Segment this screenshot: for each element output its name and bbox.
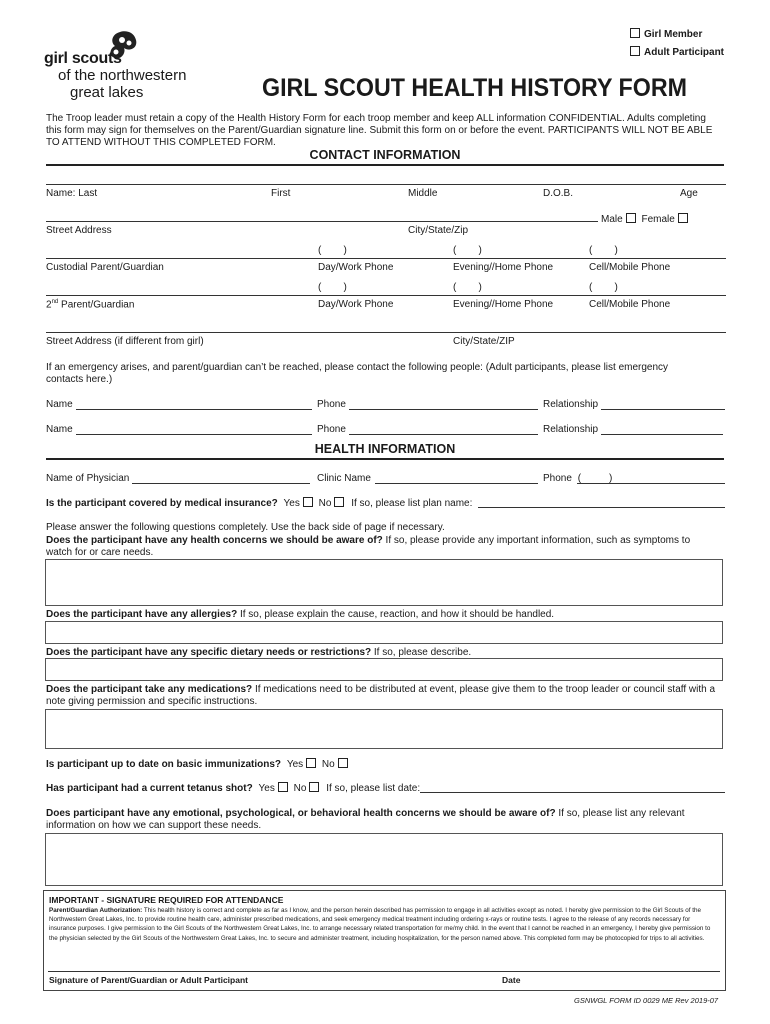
logo-name: girl scouts	[44, 50, 122, 67]
clinic-label: Clinic Name	[317, 473, 371, 484]
day-phone-label: Day/Work Phone	[318, 262, 394, 273]
medications-textarea[interactable]	[45, 709, 723, 749]
age-label: Age	[680, 188, 698, 199]
emergency-name-input-1[interactable]	[76, 409, 312, 410]
contact-header-rule	[46, 164, 724, 166]
cell-phone-label: Cell/Mobile Phone	[589, 262, 671, 273]
intro-text: The Troop leader must retain a copy of the Health History Form for each troop member and keep ALL information CONFIDENTIAL. Adults completing this form may sign for themselves on the Parent/Guardian signature line. Submit this form on or before the event. PARTICIPANTS WILL NOT BE ABLE TO ATTEND WITHOUT THIS COMPLETED FORM.	[46, 113, 713, 148]
page-title: GIRL SCOUT HEALTH HISTORY FORM	[262, 74, 687, 102]
cell-phone-paren-2: ( )	[589, 282, 618, 293]
signature-label: Signature of Parent/Guardian or Adult Participant	[49, 975, 248, 985]
adult-participant-option: Adult Participant	[630, 46, 724, 58]
male-checkbox[interactable]	[626, 213, 636, 223]
second-guardian-label: 2nd Parent/Guardian	[46, 299, 135, 311]
answer-instructions: Please answer the following questions completely. Use the back side of page if necessary.	[46, 522, 445, 533]
immunizations-row: Is participant up to date on basic immunizations? Yes No	[46, 758, 348, 770]
emergency-rel-input-1[interactable]	[601, 409, 725, 410]
name-last-label: Name: Last	[46, 188, 98, 199]
street-label: Street Address	[46, 225, 112, 236]
physician-label: Name of Physician	[46, 473, 130, 484]
adult-participant-checkbox[interactable]	[630, 46, 640, 56]
city-label: City/State/Zip	[408, 225, 469, 236]
insurance-yes-checkbox[interactable]	[303, 497, 313, 507]
name-line[interactable]	[46, 184, 726, 185]
middle-name-label: Middle	[408, 188, 438, 199]
allergies-textarea[interactable]	[45, 621, 723, 644]
girl-member-option: Girl Member	[630, 28, 702, 40]
girl-member-checkbox[interactable]	[630, 28, 640, 38]
female-checkbox[interactable]	[678, 213, 688, 223]
health-header-rule	[46, 458, 724, 460]
emergency-phone-input-1[interactable]	[349, 409, 538, 410]
emergency-text: If an emergency arises, and parent/guardian can’t be reached, please contact the following people: (Adult participants, please list emergency contacts here.)	[46, 362, 669, 385]
emergency-phone-label-1: Phone	[317, 399, 346, 410]
tetanus-yes-checkbox[interactable]	[278, 782, 288, 792]
signature-important-label: IMPORTANT - SIGNATURE REQUIRED FOR ATTENDANCE	[49, 895, 284, 905]
first-name-label: First	[271, 188, 291, 199]
tetanus-row: Has participant had a current tetanus shot? Yes No If so, please list date:	[46, 783, 421, 794]
custodial-label: Custodial Parent/Guardian	[46, 262, 164, 273]
concerns-question: Does the participant have any health concerns we should be aware of? If so, please provide any important information, such as symptoms to watch for or care needs.	[46, 535, 691, 558]
cell-phone-label-2: Cell/Mobile Phone	[589, 299, 671, 310]
signature-section	[43, 890, 726, 991]
emotional-textarea[interactable]	[45, 833, 723, 886]
evening-phone-paren-2: ( )	[453, 282, 482, 293]
emergency-name-input-2[interactable]	[76, 434, 312, 435]
form-id-footer: GSNWGL FORM ID 0029 ME Rev 2019-07	[574, 996, 719, 1005]
tetanus-no-checkbox[interactable]	[309, 782, 319, 792]
dob-label: D.O.B.	[543, 188, 574, 199]
street-diff-label: Street Address (if different from girl)	[46, 336, 204, 347]
tetanus-date-input[interactable]	[420, 792, 725, 793]
second-guardian-line[interactable]	[46, 295, 726, 296]
allergies-question: Does the participant have any allergies? If so, please explain the cause, reaction, and how it should be handled.	[46, 609, 555, 620]
city-diff-label: City/State/ZIP	[453, 336, 515, 347]
health-section-header: HEALTH INFORMATION	[314, 442, 456, 456]
street-line[interactable]	[46, 221, 598, 222]
emergency-rel-label-2: Relationship	[543, 424, 599, 435]
signature-line[interactable]	[48, 971, 720, 972]
diet-question: Does the participant have any specific dietary needs or restrictions? If so, please describe.	[46, 647, 472, 658]
evening-phone-paren: ( )	[453, 245, 482, 256]
emergency-name-label-1: Name	[46, 399, 73, 410]
physician-input[interactable]	[132, 483, 310, 484]
emergency-rel-input-2[interactable]	[601, 434, 723, 435]
health-concerns-textarea[interactable]	[45, 559, 723, 606]
gender-options: Male Female	[601, 213, 688, 225]
cell-phone-paren: ( )	[589, 245, 618, 256]
physician-phone-label: Phone ( )	[543, 473, 613, 484]
day-phone-paren: ( )	[318, 245, 347, 256]
insurance-row: Is the participant covered by medical insurance? Yes No If so, please list plan name:	[46, 498, 473, 509]
physician-phone-input[interactable]	[577, 483, 725, 484]
logo-line3: great lakes	[70, 84, 144, 101]
authorization-text: Parent/Guardian Authorization: This health history is correct and complete as far as I know, and the person herein described has permission to engage in all activities except as noted. I hereby give permission to the Girl Scouts of the Northwestern Great Lakes, Inc. to provide routine health care, administer prescribed medications, and seek emergency medical treatment including ordering x-rays or routine tests. I agree to the release of any records necessary for insurance purposes. I give permission to the Girl Scouts of the Northwestern Great Lakes, Inc. to arrange necessary related transportation for me/my child. In the event that I cannot be reached in an emergency, I hereby give permission to the physician selected by the Girl Scouts of the Northwestern Great Lakes, Inc. to secure and administer treatment, including hospitalization, for the person named above. This completed form may be photocopied for trips to all activities.	[49, 907, 711, 942]
medications-question: Does the participant take any medications? If medications need to be distributed at event, please give them to the troop leader or council staff with a note giving permission and specific instructions.	[46, 684, 716, 707]
insurance-no-checkbox[interactable]	[334, 497, 344, 507]
custodial-line[interactable]	[46, 258, 726, 259]
evening-phone-label: Evening//Home Phone	[453, 262, 554, 273]
street-diff-line[interactable]	[46, 332, 726, 333]
clinic-input[interactable]	[375, 483, 538, 484]
insurance-plan-input[interactable]	[478, 507, 725, 508]
day-phone-label-2: Day/Work Phone	[318, 299, 394, 310]
logo-line2: of the northwestern	[58, 67, 187, 84]
contact-section-header: CONTACT INFORMATION	[309, 148, 461, 162]
date-label: Date	[502, 975, 521, 985]
diet-textarea[interactable]	[45, 658, 723, 681]
evening-phone-label-2: Evening//Home Phone	[453, 299, 554, 310]
immunizations-yes-checkbox[interactable]	[306, 758, 316, 768]
emergency-phone-label-2: Phone	[317, 424, 346, 435]
emergency-rel-label-1: Relationship	[543, 399, 599, 410]
day-phone-paren-2: ( )	[318, 282, 347, 293]
emotional-question: Does participant have any emotional, psychological, or behavioral health concerns we should be aware of? If so, please list any relevant information on how we can support these needs.	[46, 808, 685, 831]
emergency-name-label-2: Name	[46, 424, 73, 435]
immunizations-no-checkbox[interactable]	[338, 758, 348, 768]
emergency-phone-input-2[interactable]	[349, 434, 538, 435]
